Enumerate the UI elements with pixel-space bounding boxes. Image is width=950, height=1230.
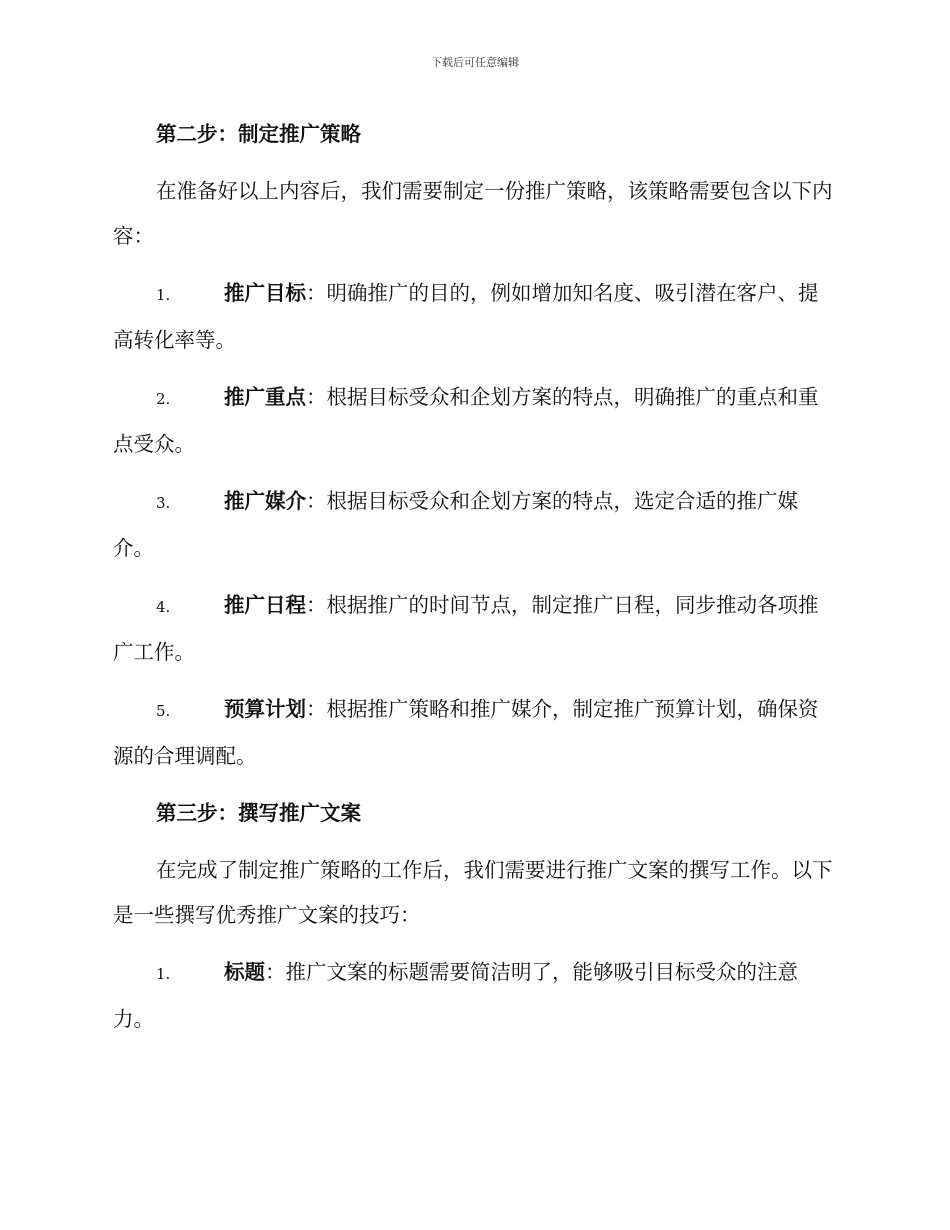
- list-term: 标题: [224, 960, 265, 984]
- list-term: 推广重点: [224, 385, 306, 409]
- list-term: 推广媒介: [224, 489, 306, 513]
- list-number: 4.: [156, 598, 171, 616]
- list-item: [113, 271, 833, 363]
- page-header: 下载后可任意编辑: [431, 56, 519, 69]
- list-item: [113, 583, 833, 675]
- list-term: 推广日程: [224, 593, 306, 617]
- paragraph: 在准备好以上内容后，我们需要制定一份推广策略，该策略需要包含以下内容：: [113, 179, 833, 248]
- section-heading: 第三步：撰写推广文案: [156, 801, 361, 825]
- list-description: ：明确推广的目的，例如增加知名度、吸引潜在客户、提高转化率等。: [113, 281, 819, 352]
- list-description: ：根据目标受众和企划方案的特点，选定合适的推广媒介。: [113, 489, 798, 560]
- list-description: ：推广文案的标题需要简洁明了，能够吸引目标受众的注意力。: [113, 960, 798, 1031]
- list-item: [113, 375, 833, 467]
- list-number: 1.: [156, 965, 171, 983]
- list-item: [113, 950, 833, 1042]
- list-item: [113, 687, 833, 779]
- list-number: 5.: [156, 702, 171, 720]
- list-number: 3.: [156, 494, 171, 512]
- list-number: 2.: [156, 390, 171, 408]
- list-number: 1.: [156, 286, 171, 304]
- list-description: ：根据目标受众和企划方案的特点，明确推广的重点和重点受众。: [113, 385, 819, 456]
- document-body: [113, 112, 833, 1054]
- paragraph: 在完成了制定推广策略的工作后，我们需要进行推广文案的撰写工作。以下是一些撰写优秀推广文案的技巧：: [113, 858, 833, 927]
- section-heading: 第二步：制定推广策略: [156, 122, 361, 146]
- list-term: 预算计划: [224, 697, 306, 721]
- list-term: 推广目标: [224, 281, 306, 305]
- list-description: ：根据推广策略和推广媒介，制定推广预算计划，确保资源的合理调配。: [113, 697, 819, 768]
- list-description: ：根据推广的时间节点，制定推广日程，同步推动各项推广工作。: [113, 593, 819, 664]
- list-item: [113, 479, 833, 571]
